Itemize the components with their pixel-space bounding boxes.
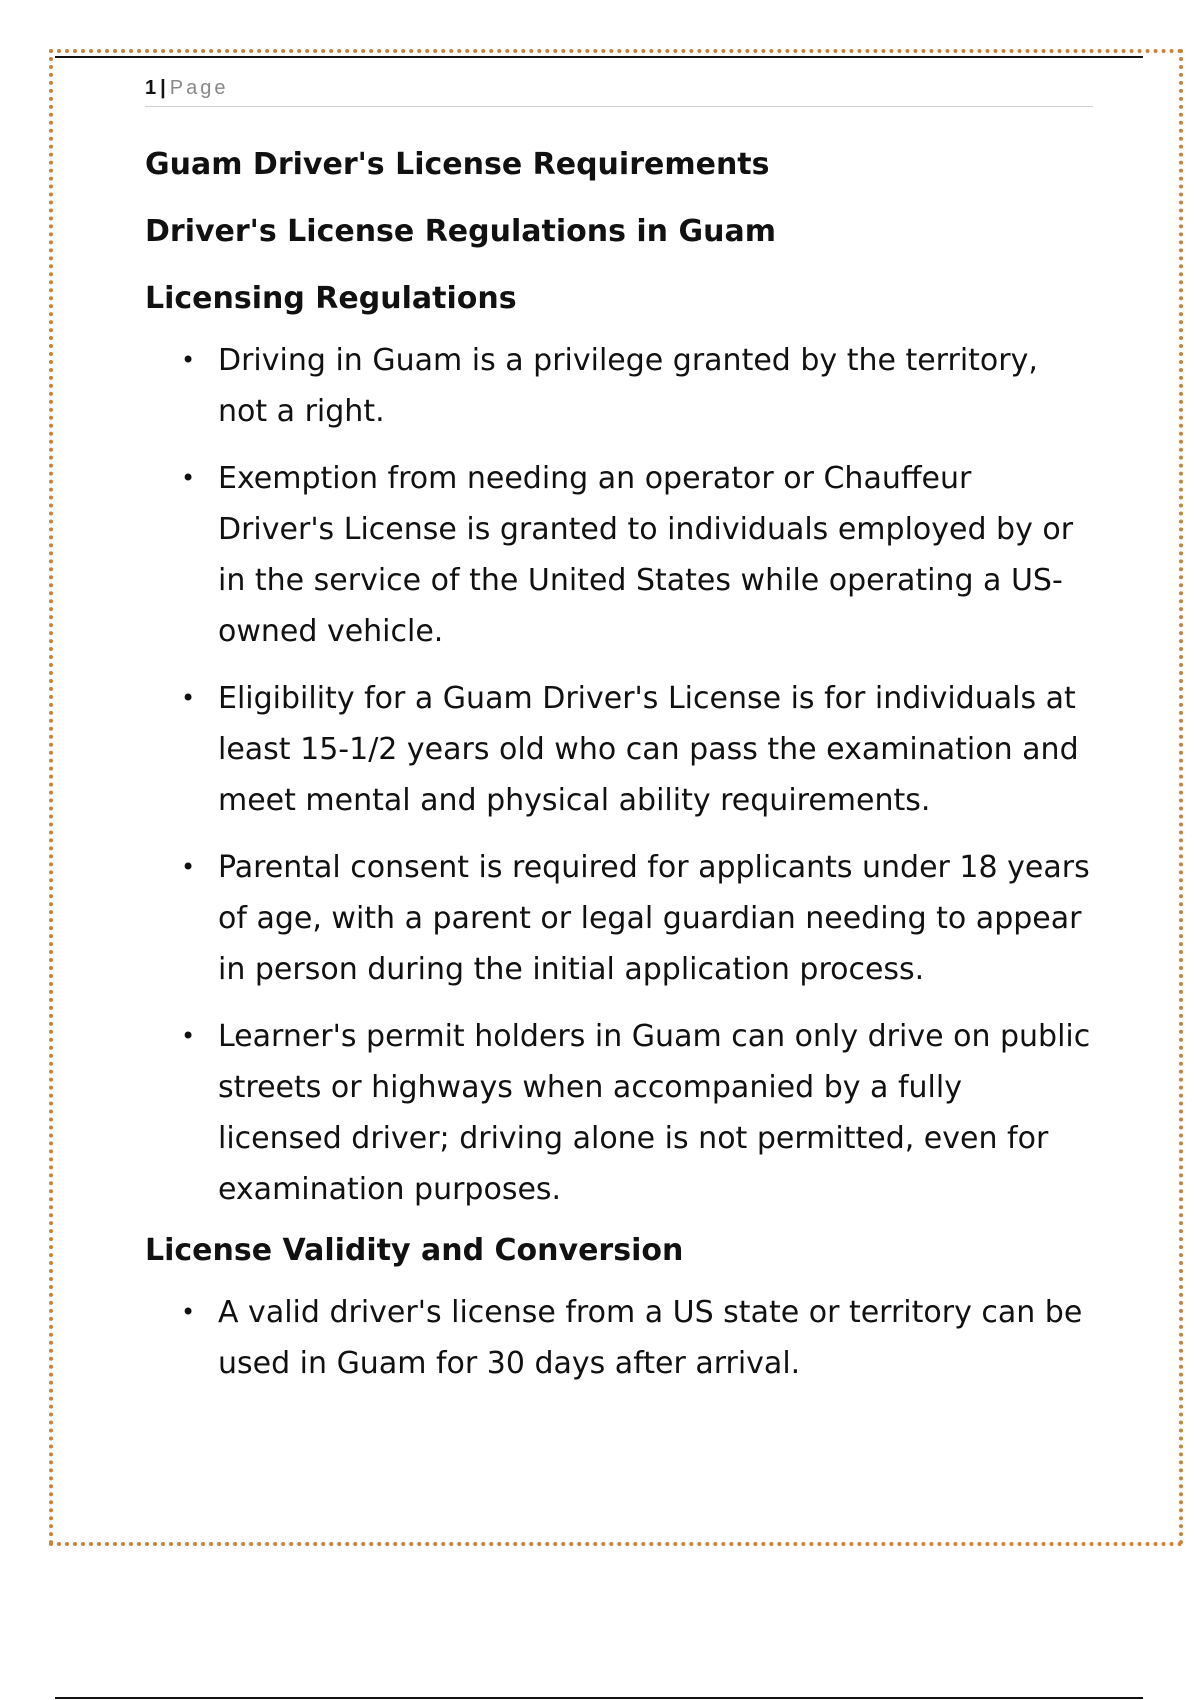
page-separator: | (160, 77, 166, 99)
section-heading-validity: License Validity and Conversion (145, 1233, 684, 1268)
bullet-item: • Parental consent is required for applicants under 18 years of age, with a parent or legal guardian needing to appear in person during the initial application process. (145, 842, 1095, 995)
document-body (145, 145, 1095, 1405)
bullet-item: • Eligibility for a Guam Driver's License is for individuals at least 15-1/2 years old who can pass the examination and meet mental and physical ability requirements. (145, 673, 1095, 826)
page-number: 1 (145, 77, 157, 99)
document-title: Guam Driver's License Requirements (145, 147, 770, 182)
bullet-list-licensing (145, 335, 1095, 1215)
bullet-list-validity (145, 1287, 1095, 1389)
bullet-item: • Driving in Guam is a privilege granted by the territory, not a right. (145, 335, 1095, 437)
bullet-item: • Exemption from needing an operator or Chauffeur Driver's License is granted to individuals employed by or in the service of the United States while operating a US-owned vehicle. (145, 453, 1095, 657)
top-rule (55, 56, 1143, 58)
document-subtitle: Driver's License Regulations in Guam (145, 214, 776, 249)
bullet-item: • A valid driver's license from a US state or territory can be used in Guam for 30 days after arrival. (145, 1287, 1095, 1389)
section-heading-licensing: Licensing Regulations (145, 281, 517, 316)
bottom-rule (55, 1697, 1143, 1699)
page-label: Page (169, 77, 229, 99)
page-header (145, 74, 1093, 107)
bullet-item: • Learner's permit holders in Guam can only drive on public streets or highways when accompanied by a fully licensed driver; driving alone is not permitted, even for examination purposes. (145, 1011, 1095, 1215)
